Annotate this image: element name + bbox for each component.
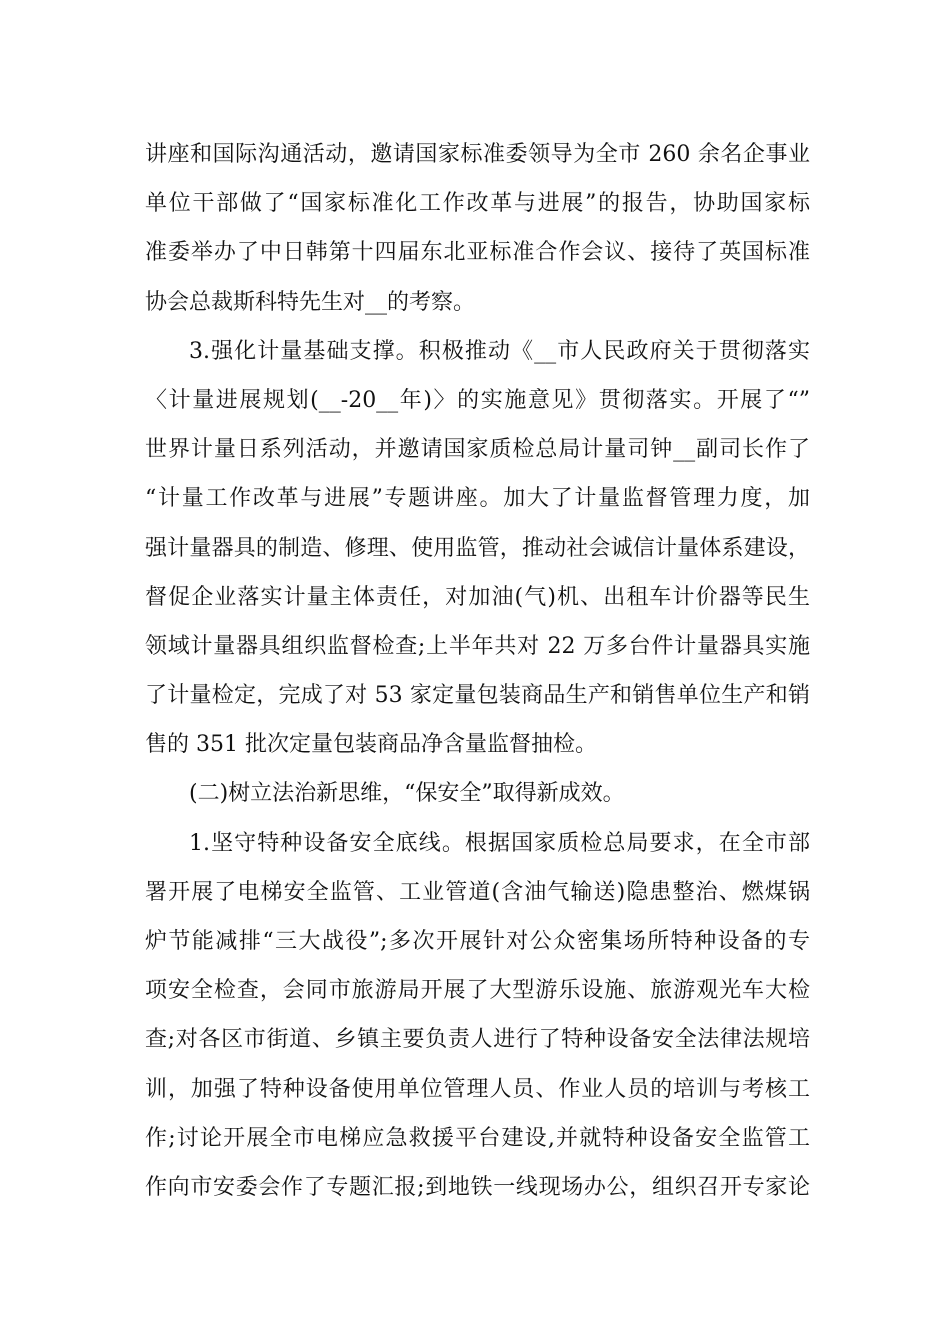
- text-line: 项安全检查，会同市旅游局开展了大型游乐设施、旅游观光车大检: [145, 978, 810, 1004]
- text-line: 讲座和国际沟通活动，邀请国家标准委领导为全市 260 余名企事业: [145, 142, 810, 167]
- text-line: 查;对各区市街道、乡镇主要负责人进行了特种设备安全法律法规培: [145, 1027, 810, 1053]
- text-line: 单位干部做了“国家标准化工作改革与进展”的报告，协助国家标: [145, 191, 810, 217]
- text-line: 准委举办了中日韩第十四届东北亚标准合作会议、接待了英国标准: [145, 240, 810, 266]
- text-line: “计量工作改革与进展”专题讲座。加大了计量监督管理力度，加: [145, 486, 810, 512]
- text-line: 炉节能减排“三大战役”;多次开展针对公众密集场所特种设备的专: [145, 929, 810, 954]
- text-line: 强计量器具的制造、修理、使用监管，推动社会诚信计量体系建设，: [145, 535, 810, 561]
- body-text: [145, 130, 810, 1212]
- text-line: 3.强化计量基础支撑。积极推动《__市人民政府关于贯彻落实: [189, 338, 810, 364]
- text-line: 署开展了电梯安全监管、工业管道(含油气输送)隐患整治、燃煤锅: [145, 879, 810, 905]
- text-line: 售的 351 批次定量包装商品净含量监督抽检。: [145, 732, 597, 758]
- text-line: 作向市安委会作了专题汇报;到地铁一线现场办公，组织召开专家论: [145, 1174, 810, 1200]
- text-line: (二)树立法治新思维，“保安全”取得新成效。: [189, 781, 625, 807]
- text-line: 世界计量日系列活动，并邀请国家质检总局计量司钟__副司长作了: [145, 437, 810, 463]
- text-line: 1.坚守特种设备安全底线。根据国家质检总局要求，在全市部: [189, 830, 810, 856]
- text-line: 〈计量进展规划(__-20__年)〉的实施意见》贯彻落实。开展了“”: [145, 387, 810, 413]
- text-line: 领域计量器具组织监督检查;上半年共对 22 万多台件计量器具实施: [145, 633, 810, 659]
- text-line: 作;讨论开展全市电梯应急救援平台建设,并就特种设备安全监管工: [145, 1125, 810, 1151]
- text-line: 协会总裁斯科特先生对__的考察。: [145, 289, 476, 315]
- text-line: 训，加强了特种设备使用单位管理人员、作业人员的培训与考核工: [145, 1076, 810, 1102]
- text-line: 了计量检定，完成了对 53 家定量包装商品生产和销售单位生产和销: [145, 683, 810, 709]
- text-line: 督促企业落实计量主体责任，对加油(气)机、出租车计价器等民生: [145, 584, 810, 610]
